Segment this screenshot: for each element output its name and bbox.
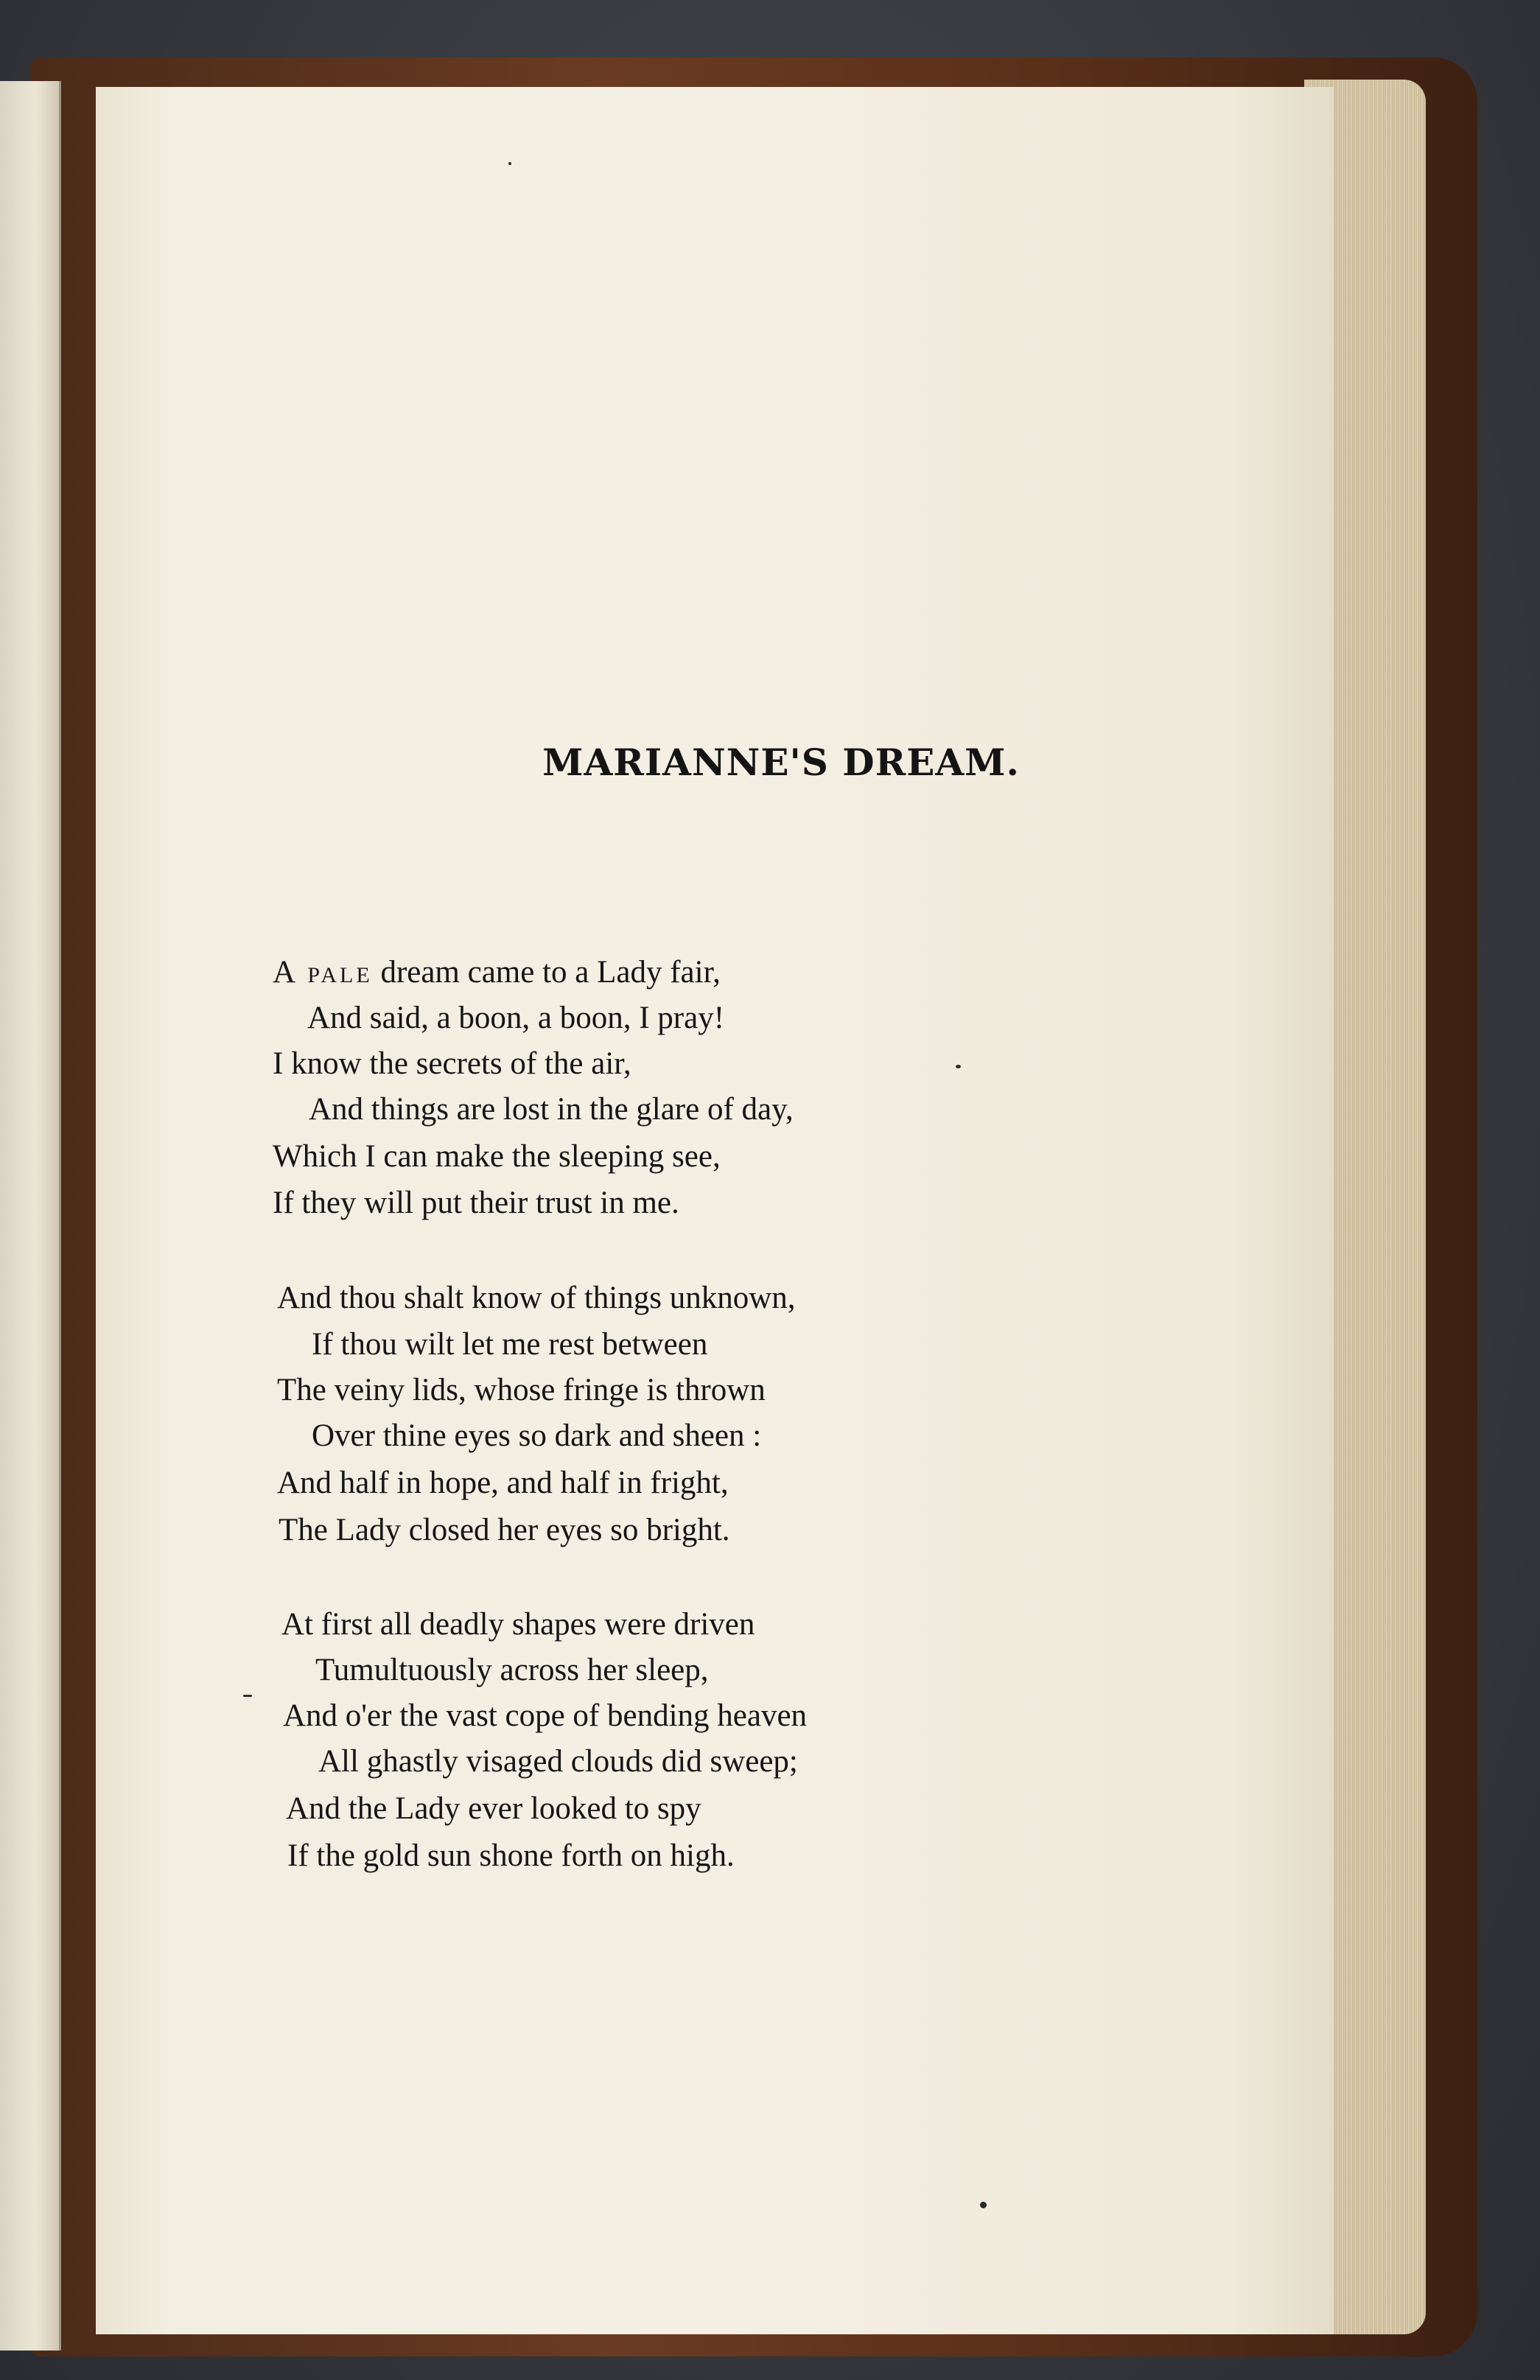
poem-line: A pale dream came to a Lady fair,	[273, 955, 721, 990]
poem-line: At first all deadly shapes were driven	[281, 1607, 755, 1642]
paper-speck	[243, 1695, 252, 1697]
poem-line: And the Lady ever looked to spy	[286, 1791, 701, 1826]
poem-line: If thou wilt let me rest between	[312, 1327, 708, 1362]
poem-line: If they will put their trust in me.	[273, 1186, 679, 1220]
small-caps-lead: A pale	[273, 955, 373, 990]
poem-line: Tumultuously across her sleep,	[315, 1653, 709, 1687]
paper-speck	[980, 2202, 987, 2208]
poem-line: And things are lost in the glare of day,	[309, 1092, 794, 1127]
poem-line: And thou shalt know of things unknown,	[277, 1281, 796, 1315]
paper-speck	[956, 1065, 961, 1068]
paper-speck	[508, 162, 511, 165]
poem-line: I know the secrets of the air,	[273, 1046, 631, 1081]
poem-line: Over thine eyes so dark and sheen :	[312, 1418, 762, 1453]
poem-line: Which I can make the sleeping see,	[273, 1139, 721, 1174]
reverse-page-show-through	[280, 391, 1120, 1791]
left-page-edge	[0, 81, 61, 2351]
poem-line: The veiny lids, whose fringe is thrown	[277, 1373, 766, 1407]
poem-line: All ghastly visaged clouds did sweep;	[318, 1744, 798, 1779]
poem-line: If the gold sun shone forth on high.	[287, 1838, 735, 1873]
poem-line: And said, a boon, a boon, I pray!	[307, 1001, 725, 1035]
poem-title: MARIANNE'S DREAM.	[542, 741, 1020, 784]
poem-line: And half in hope, and half in fright,	[277, 1466, 729, 1500]
poem-line: The Lady closed her eyes so bright.	[279, 1513, 730, 1547]
poem-line: And o'er the vast cope of bending heaven	[283, 1698, 808, 1733]
